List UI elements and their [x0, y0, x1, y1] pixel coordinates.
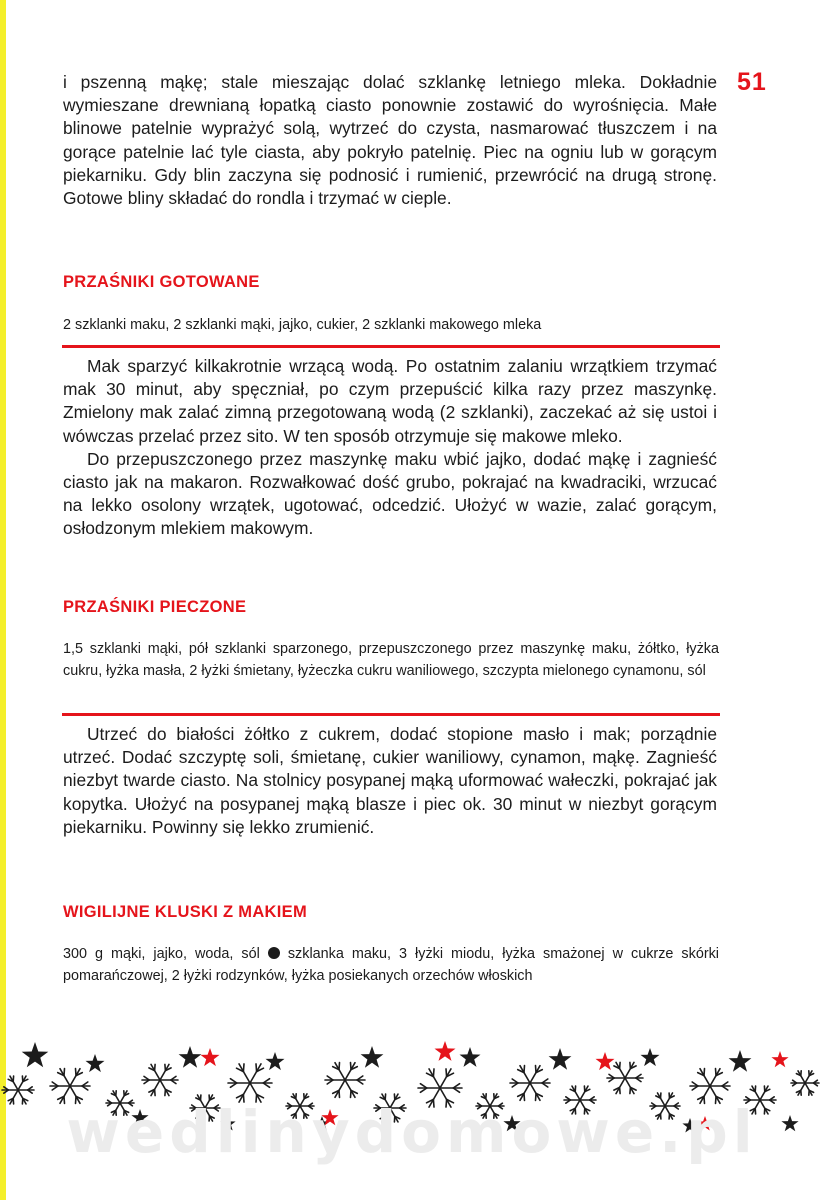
recipe-title-wigilijne-kluski: WIGILIJNE KLUSKI Z MAKIEM	[63, 903, 307, 921]
divider-rule	[62, 713, 720, 716]
ingredients-part: 300 g mąki, jajko, woda, sól	[63, 946, 260, 962]
method-paragraph: Mak sparzyć kilkakrotnie wrzącą wodą. Po ostatnim zalaniu wrzątkiem trzymać mak 30 minut, aby spęczniał, po czym przepuścić kilka razy przez maszynkę. Zmielony mak zalać zimną przegotowaną wodą (2 szklanki), zaczekać aż się ustoi i wówczas przelać przez sito. W ten sposób otrzymuje się makowe mleko.	[63, 356, 717, 446]
star-icon	[435, 1041, 456, 1061]
recipe-title-przasniki-pieczone: PRZAŚNIKI PIECZONE	[63, 598, 247, 616]
method-paragraph: Utrzeć do białości żółtko z cukrem, dodać stopione masło i mak; porządnie utrzeć. Dodać szczyptę soli, śmietanę, cukier waniliowy, cynamon, mąkę. Zagnieść niezbyt twarde ciasto. Na stolnicy posypanej mąką uformować wałeczki, pokrajać jak kopytka. Ułożyć na posypanej mąką blasze i piec ok. 30 minut w niezbyt gorącym piekarniku. Powinny się lekko zrumienić.	[63, 724, 717, 837]
recipe-method	[63, 723, 717, 839]
star-icon	[361, 1046, 384, 1068]
recipe-ingredients	[63, 943, 719, 987]
intro-paragraph: i pszenną mąkę; stale mieszając dolać szklankę letniego mleka. Dokładnie wymieszane drewnianą łopatką ciasto ponownie zostawić do wyrośnięcia. Małe blinowe patelnie wyprażyć solą, wytrzeć do czysta, nasmarować tłuszczem i na gorące patelnie lać tyle ciasta, aby pokryło patelnię. Piec na ogniu lub w gorącym piekarniku. Gdy blin zaczyna się podnosić i rumienić, przewrócić na drugą stronę. Gotowe bliny składać do rondla i trzymać w cieple.	[63, 72, 717, 209]
star-icon	[86, 1054, 105, 1072]
star-icon	[22, 1042, 49, 1067]
ingredients-part: szklanka maku, 3 łyżki miodu, łyżka smażonej w cukrze skórki pomarańczowej, 2 łyżki rodzynków, łyżka posiekanych orzechów włoskich	[63, 946, 720, 984]
recipe-method	[63, 355, 717, 541]
star-icon	[771, 1051, 788, 1067]
recipe-title-przasniki-gotowane: PRZAŚNIKI GOTOWANE	[63, 273, 260, 291]
snowflake-icon	[791, 1071, 819, 1095]
star-icon	[266, 1052, 285, 1070]
snowflake-icon	[325, 1063, 365, 1098]
star-icon	[641, 1048, 660, 1066]
snowflake-icon	[142, 1064, 178, 1095]
star-icon	[460, 1047, 481, 1067]
star-icon	[729, 1050, 752, 1072]
snowflake-icon	[510, 1066, 550, 1101]
watermark: wedlinydomowe.pl	[66, 1098, 758, 1166]
snowflake-icon	[228, 1064, 272, 1102]
snowflake-icon	[607, 1062, 643, 1093]
page-number: 51	[737, 68, 767, 96]
star-icon	[596, 1052, 615, 1070]
page-edge-strip	[0, 0, 6, 1200]
recipe-ingredients: 2 szklanki maku, 2 szklanki mąki, jajko, cukier, 2 szklanki makowego mleka	[63, 317, 542, 333]
bullet-dot-icon	[268, 947, 280, 959]
method-paragraph: Do przepuszczonego przez maszynkę maku wbić jajko, dodać mąkę i zagnieść ciasto jak na makaron. Rozwałkować dość grubo, pokrajać na kwadraciki, wrzucać na lekko osolony wrzątek, ugotować, odcedzić. Ułożyć w wazie, zalać gorącym, osłodzonym mlekiem makowym.	[63, 448, 717, 539]
star-icon	[549, 1048, 572, 1070]
star-icon	[179, 1046, 202, 1068]
divider-rule	[62, 345, 720, 348]
star-icon	[201, 1048, 220, 1066]
recipe-ingredients: 1,5 szklanki mąki, pół szklanki sparzonego, przepuszczonego przez maszynkę maku, żółtko, łyżka cukru, łyżka masła, 2 łyżki śmietany, łyżeczka cukru waniliowego, szczypta mielonego cynamonu, sól	[63, 641, 719, 679]
